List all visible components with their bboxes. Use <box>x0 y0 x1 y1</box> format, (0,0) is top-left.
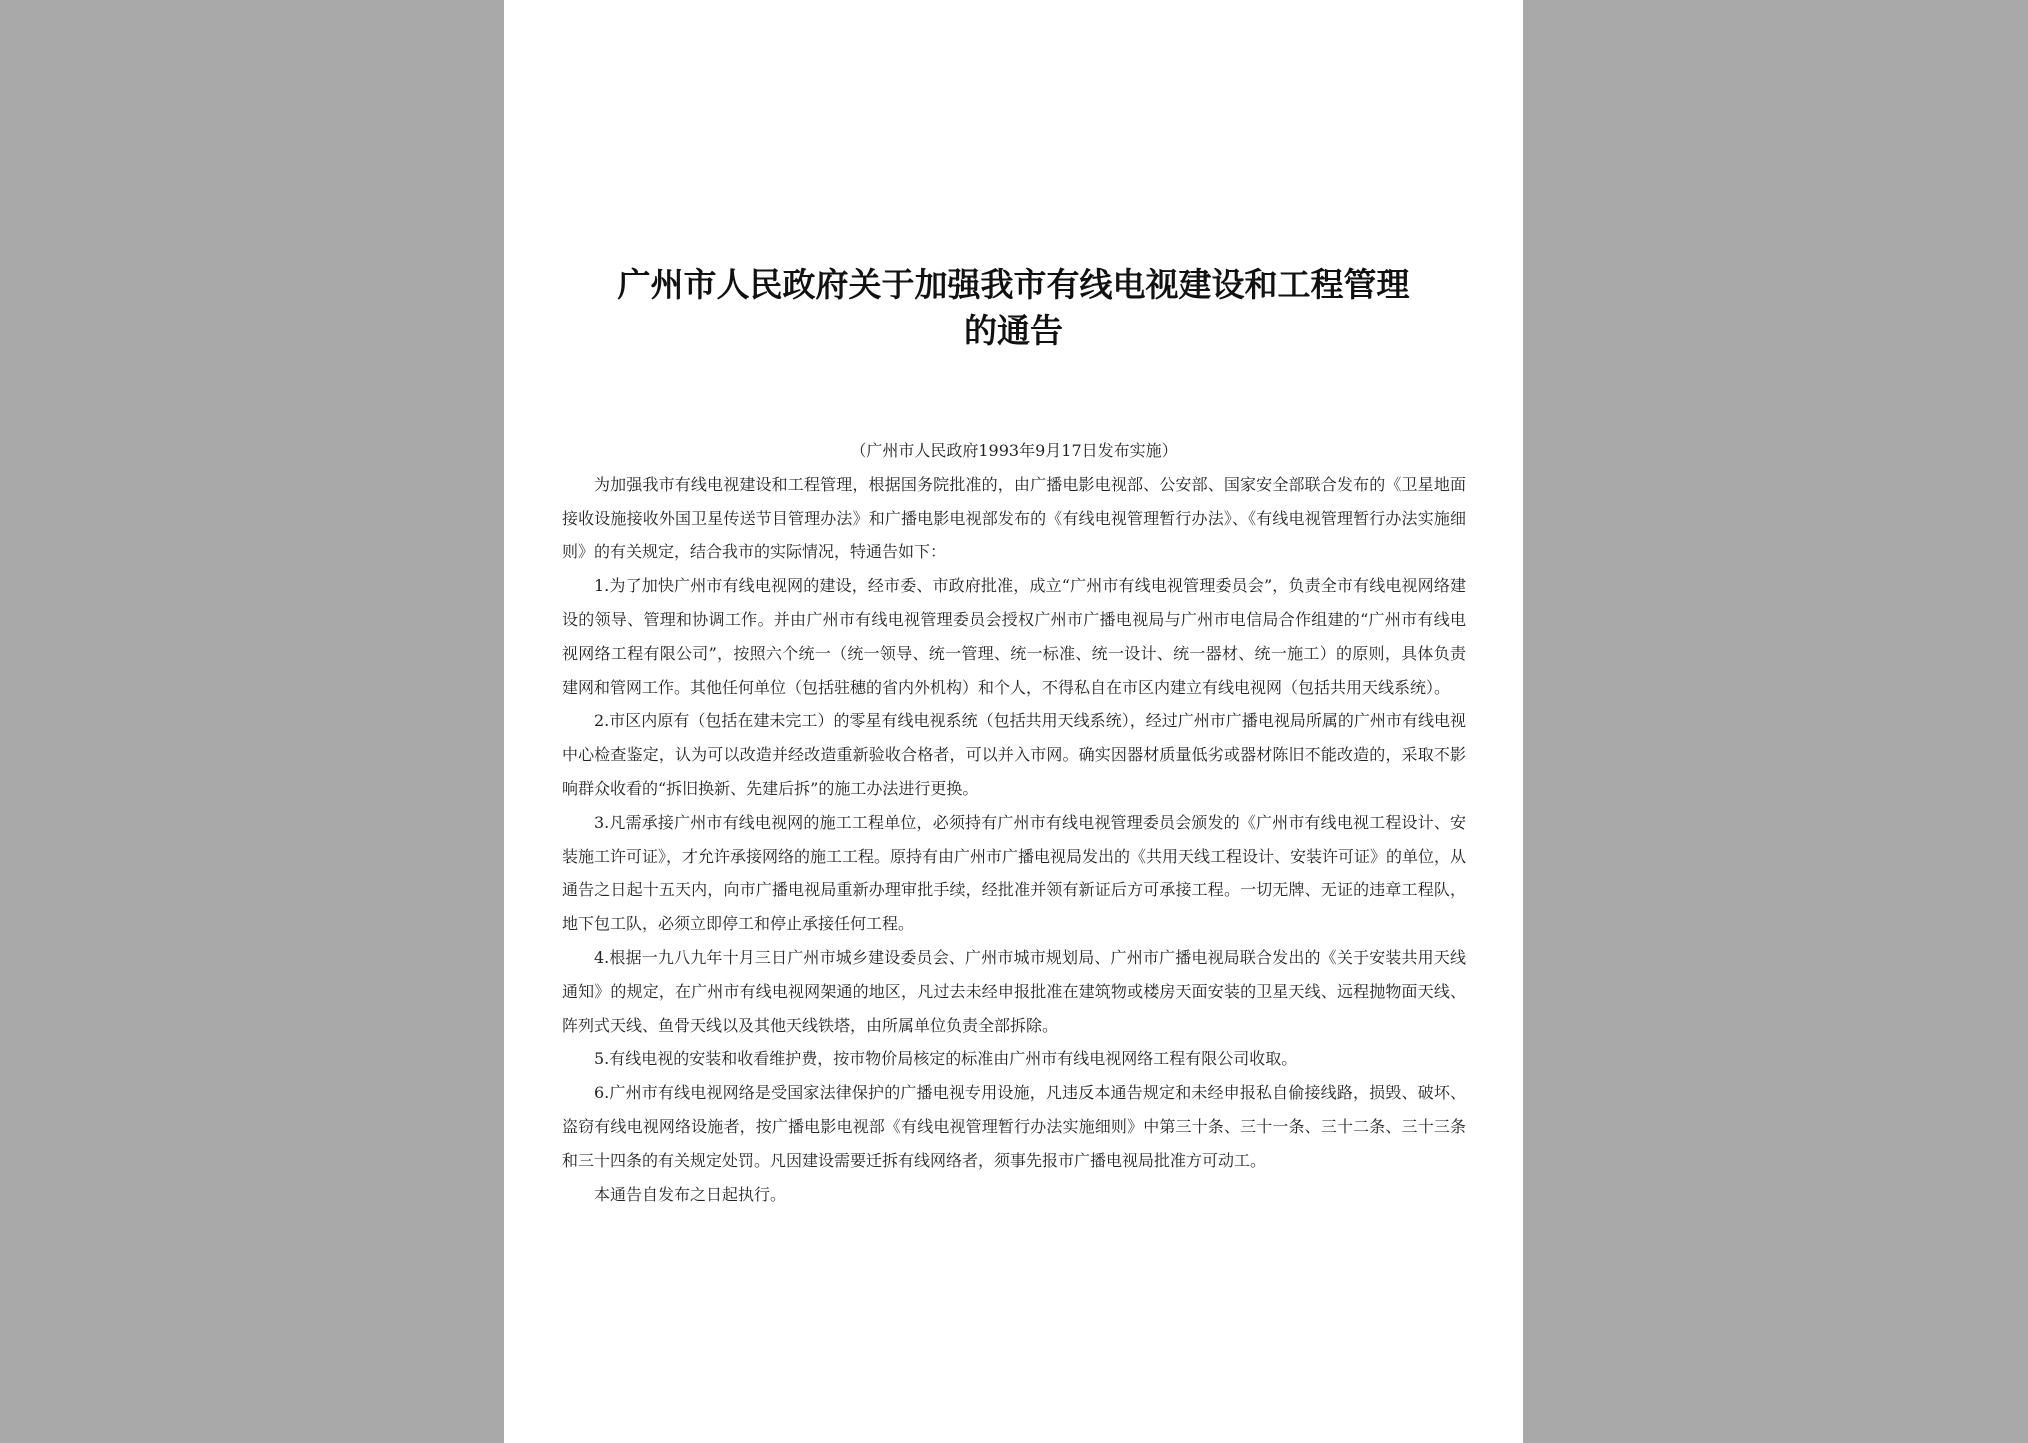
paragraph-item-3: 3.凡需承接广州市有线电视网的施工工程单位，必须持有广州市有线电视管理委员会颁发的《广州市有线电视工程设计、安装施工许可证》，才允许承接网络的施工工程。原持有由广州市广播电视局发出的《共用天线工程设计、安装许可证》的单位，从通告之日起十五天内，向市广播电视局重新办理审批手续，经批准并领有新证后方可承接工程。一切无牌、无证的违章工程队，地下包工队，必须立即停工和停止承接任何工程。 <box>562 812 1467 934</box>
paragraph-item-6: 6.广州市有线电视网络是受国家法律保护的广播电视专用设施，凡违反本通告规定和未经申报私自偷接线路，损毁、破坏、盗窃有线电视网络设施者，按广播电影电视部《有线电视管理暂行办法实施细则》中第三十条、三十一条、三十二条、三十三条和三十四条的有关规定处罚。凡因建设需要迁拆有线网络者，须事先报市广播电视局批准方可动工。 <box>562 1083 1466 1170</box>
paragraph-closing: 本通告自发布之日起执行。 <box>594 1184 787 1204</box>
title-line-1: 广州市人民政府关于加强我市有线电视建设和工程管理 <box>617 265 1410 304</box>
issuance-note: （广州市人民政府1993年9月17日发布实施） <box>850 441 1178 460</box>
document-page <box>504 0 1523 1443</box>
document-title <box>504 262 1523 354</box>
paragraph-item-2: 2.市区内原有（包括在建未完工）的零星有线电视系统（包括共用天线系统），经过广州市广播电视局所属的广州市有线电视中心检查鉴定，认为可以改造并经改造重新验收合格者，可以并入市网。确实因器材质量低劣或器材陈旧不能改造的，采取不影响群众收看的“拆旧换新、先建后拆”的施工办法进行更换。 <box>562 711 1466 798</box>
paragraph-item-5: 5.有线电视的安装和收看维护费，按市物价局核定的标准由广州市有线电视网络工程有限公司收取。 <box>594 1049 1298 1069</box>
paragraph-item-4: 4.根据一九八九年十月三日广州市城乡建设委员会、广州市城市规划局、广州市广播电视局联合发出的《关于安装共用天线通知》的规定，在广州市有线电视网架通的地区，凡过去未经申报批准在建筑物或楼房天面安装的卫星天线、远程抛物面天线、阵列式天线、鱼骨天线以及其他天线铁塔，由所属单位负责全部拆除。 <box>562 947 1466 1035</box>
title-line-2: 的通告 <box>964 311 1063 350</box>
document-body <box>562 434 1466 1211</box>
paragraph-preamble: 为加强我市有线电视建设和工程管理，根据国务院批准的，由广播电影电视部、公安部、国家安全部联合发布的《卫星地面接收设施接收外国卫星传送节目管理办法》和广播电影电视部发布的《有线电视管理暂行办法》、《有线电视管理暂行办法实施细则》的有关规定，结合我市的实际情况，特通告如下： <box>562 474 1466 562</box>
paragraph-item-1: 1.为了加快广州市有线电视网的建设，经市委、市政府批准，成立“广州市有线电视管理委员会”，负责全市有线电视网络建设的领导、管理和协调工作。并由广州市有线电视管理委员会授权广州市广播电视局与广州市电信局合作组建的“广州市有线电视网络工程有限公司”，按照六个统一（统一领导、统一管理、统一标准、统一设计、统一器材、统一施工）的原则，具体负责建网和管网工作。其他任何单位（包括驻穗的省内外机构）和个人，不得私自在市区内建立有线电视网（包括共用天线系统）。 <box>562 576 1466 697</box>
